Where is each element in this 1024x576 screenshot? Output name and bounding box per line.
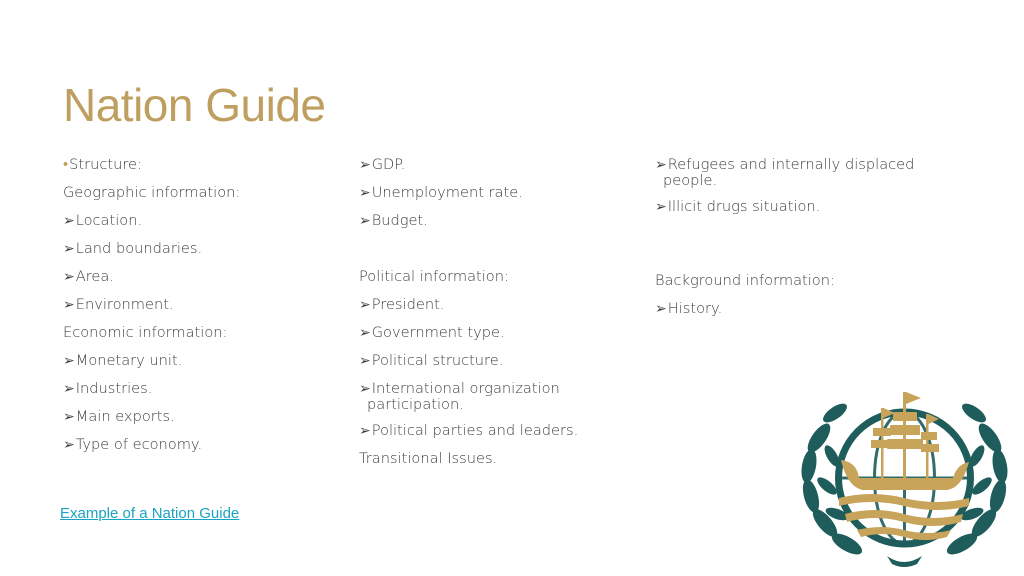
list-item-area: ➢Area. — [63, 268, 114, 285]
list-item-refugees: ➢Refugees and internally displaced people. — [655, 156, 915, 189]
list-item-parties: ➢Political parties and leaders. — [359, 422, 579, 439]
arrow-bullet-icon: ➢ — [359, 213, 371, 229]
list-item-history: ➢History. — [655, 300, 723, 317]
arrow-bullet-icon: ➢ — [655, 157, 667, 173]
list-item-structure — [63, 156, 333, 174]
arrow-bullet-icon: ➢ — [63, 241, 75, 257]
list-item-environment: ➢Environment. — [63, 296, 174, 313]
un-emblem-ship-logo — [797, 378, 1012, 570]
page-title: Nation Guide — [63, 79, 326, 131]
list-item-president: ➢President. — [359, 296, 445, 313]
arrow-bullet-icon: ➢ — [359, 297, 371, 313]
arrow-bullet-icon: ➢ — [359, 157, 371, 173]
arrow-bullet-icon: ➢ — [63, 381, 75, 397]
background-header: Background information: — [655, 272, 835, 289]
list-item-monetary-unit: ➢Monetary unit. — [63, 352, 183, 369]
arrow-bullet-icon: ➢ — [655, 301, 667, 317]
column-social-background — [655, 156, 945, 328]
list-item-industries: ➢Industries. — [63, 380, 153, 397]
example-nation-guide-link[interactable]: Example of a Nation Guide — [60, 505, 240, 522]
column-economic-political — [359, 156, 629, 478]
arrow-bullet-icon: ➢ — [63, 213, 75, 229]
list-item-location: ➢Location. — [63, 212, 143, 229]
spacer — [359, 240, 629, 268]
list-item-land-boundaries: ➢Land boundaries. — [63, 240, 203, 257]
arrow-bullet-icon: ➢ — [359, 185, 371, 201]
arrow-bullet-icon: ➢ — [359, 325, 371, 341]
list-item-government-type: ➢Government type. — [359, 324, 505, 341]
bullet-icon: • — [63, 156, 69, 173]
column-structure — [63, 156, 333, 464]
list-item-illicit-drugs: ➢Illicit drugs situation. — [655, 198, 821, 215]
spacer — [655, 226, 945, 272]
list-item-budget: ➢Budget. — [359, 212, 428, 229]
arrow-bullet-icon: ➢ — [655, 199, 667, 215]
arrow-bullet-icon: ➢ — [359, 353, 371, 369]
geo-header: Geographic information: — [63, 184, 241, 201]
list-item-political-structure: ➢Political structure. — [359, 352, 504, 369]
list-item-unemployment: ➢Unemployment rate. — [359, 184, 523, 201]
arrow-bullet-icon: ➢ — [63, 437, 75, 453]
list-item-intl-org: ➢International organization participation. — [359, 380, 560, 413]
arrow-bullet-icon: ➢ — [63, 269, 75, 285]
arrow-bullet-icon: ➢ — [63, 297, 75, 313]
econ-header: Economic information: — [63, 324, 228, 341]
arrow-bullet-icon: ➢ — [63, 409, 75, 425]
arrow-bullet-icon: ➢ — [63, 353, 75, 369]
transitional-issues: Transitional Issues. — [359, 450, 498, 467]
arrow-bullet-icon: ➢ — [359, 381, 371, 397]
structure-label: Structure: — [69, 156, 142, 173]
list-item-type-of-economy: ➢Type of economy. — [63, 436, 203, 453]
political-header: Political information: — [359, 268, 509, 285]
list-item-gdp: ➢GDP. — [359, 156, 406, 173]
arrow-bullet-icon: ➢ — [359, 423, 371, 439]
list-item-main-exports: ➢Main exports. — [63, 408, 175, 425]
